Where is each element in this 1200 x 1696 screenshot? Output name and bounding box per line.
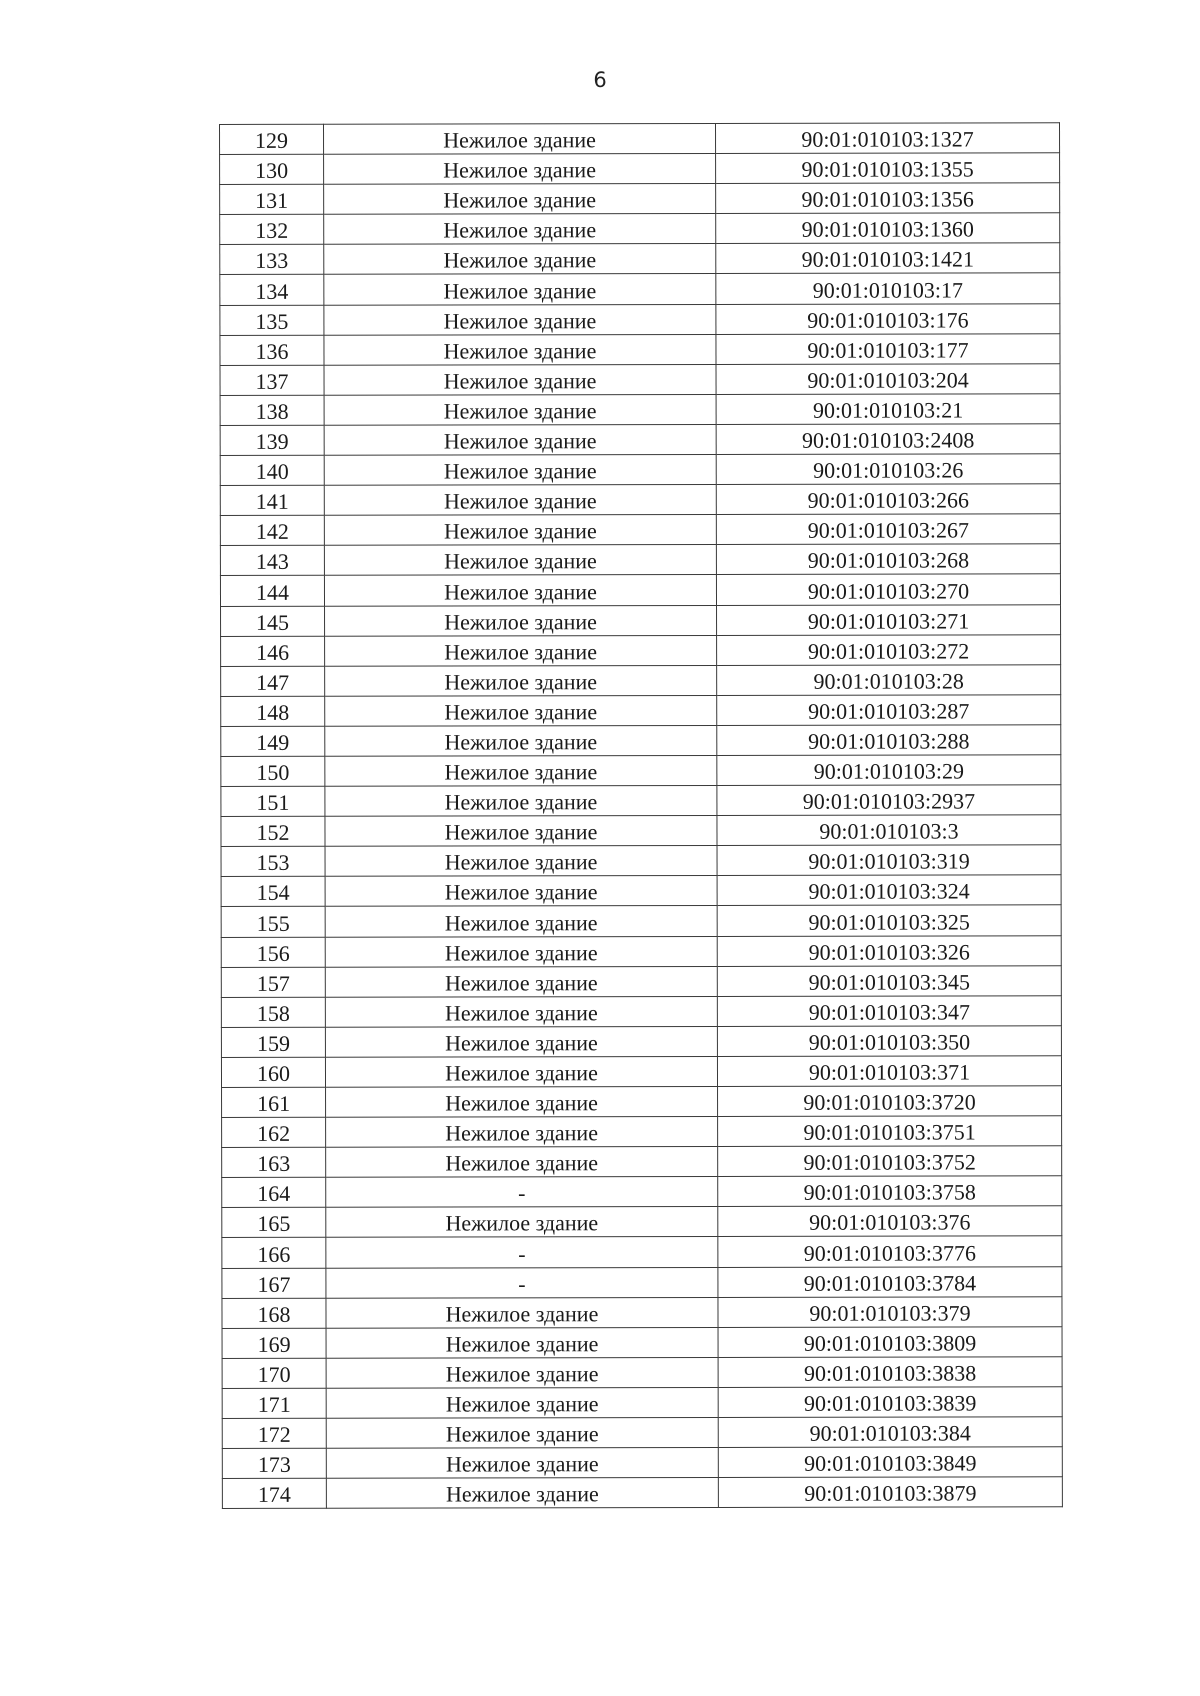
cadastral-number-cell: 90:01:010103:268 (716, 544, 1060, 575)
cadastral-number-cell: 90:01:010103:3752 (718, 1146, 1062, 1177)
row-number-cell: 140 (220, 455, 324, 485)
object-type-cell: Нежилое здание (326, 1478, 718, 1509)
table-row (222, 1206, 1062, 1238)
row-number-cell: 143 (220, 546, 324, 576)
table-row (222, 1086, 1062, 1118)
table-row (221, 905, 1061, 937)
cadastral-number-cell: 90:01:010103:325 (717, 905, 1061, 936)
row-number-cell: 148 (221, 696, 325, 726)
row-number-cell: 130 (220, 154, 324, 184)
row-number-cell: 129 (220, 124, 324, 154)
cadastral-number-cell: 90:01:010103:28 (717, 664, 1061, 695)
cadastral-number-cell: 90:01:010103:347 (717, 995, 1061, 1026)
object-type-cell: Нежилое здание (325, 996, 717, 1027)
table-row (221, 995, 1061, 1027)
row-number-cell: 150 (221, 756, 325, 786)
row-number-cell: 142 (220, 515, 324, 545)
object-type-cell: Нежилое здание (326, 1297, 718, 1328)
table-row (220, 514, 1060, 546)
object-type-cell: Нежилое здание (325, 605, 717, 636)
row-number-cell: 135 (220, 305, 324, 335)
table-row (222, 1296, 1062, 1328)
cadastral-number-cell: 90:01:010103:1356 (716, 183, 1060, 214)
cadastral-number-cell: 90:01:010103:288 (717, 725, 1061, 756)
object-type-cell: Нежилое здание (325, 1026, 717, 1057)
table-row (222, 1236, 1062, 1268)
page-number: 6 (593, 68, 607, 92)
table-row (222, 1146, 1062, 1178)
object-type-cell: Нежилое здание (326, 1147, 718, 1178)
table-row (220, 213, 1060, 245)
cadastral-number-cell: 90:01:010103:371 (717, 1056, 1061, 1087)
row-number-cell: 156 (221, 937, 325, 967)
table-row (222, 1176, 1062, 1208)
cadastral-number-cell: 90:01:010103:3839 (718, 1387, 1062, 1418)
table-row (221, 1056, 1061, 1088)
object-type-cell: Нежилое здание (325, 1056, 717, 1087)
table-row (220, 363, 1060, 395)
row-number-cell: 174 (222, 1478, 326, 1508)
object-type-cell: - (326, 1267, 718, 1298)
cadastral-number-cell: 90:01:010103:2937 (717, 785, 1061, 816)
cadastral-number-cell: 90:01:010103:3776 (718, 1236, 1062, 1267)
row-number-cell: 173 (222, 1448, 326, 1478)
table-row (220, 574, 1060, 606)
table-row (221, 785, 1061, 817)
object-type-cell: Нежилое здание (324, 394, 716, 425)
table-row (221, 664, 1061, 696)
object-type-cell: Нежилое здание (324, 454, 716, 485)
object-type-cell: - (326, 1237, 718, 1268)
cadastral-number-cell: 90:01:010103:1327 (715, 123, 1059, 154)
row-number-cell: 162 (222, 1117, 326, 1147)
object-type-cell: Нежилое здание (326, 1417, 718, 1448)
row-number-cell: 171 (222, 1388, 326, 1418)
object-type-cell: Нежилое здание (326, 1357, 718, 1388)
row-number-cell: 131 (220, 184, 324, 214)
object-type-cell: Нежилое здание (324, 575, 716, 606)
object-type-cell: Нежилое здание (324, 515, 716, 546)
object-type-cell: Нежилое здание (325, 755, 717, 786)
row-number-cell: 133 (220, 245, 324, 275)
object-type-cell: Нежилое здание (324, 244, 716, 275)
object-type-cell: Нежилое здание (325, 635, 717, 666)
object-type-cell: Нежилое здание (325, 846, 717, 877)
table-row (222, 1477, 1062, 1509)
table-row (222, 1447, 1062, 1479)
table-row (221, 755, 1061, 787)
cadastral-number-cell: 90:01:010103:29 (717, 755, 1061, 786)
cadastral-number-cell: 90:01:010103:319 (717, 845, 1061, 876)
table-row (220, 123, 1060, 155)
object-type-cell: Нежилое здание (325, 906, 717, 937)
row-number-cell: 146 (221, 636, 325, 666)
row-number-cell: 132 (220, 215, 324, 245)
row-number-cell: 168 (222, 1298, 326, 1328)
object-type-cell: Нежилое здание (324, 334, 716, 365)
row-number-cell: 157 (221, 967, 325, 997)
object-type-cell: Нежилое здание (325, 786, 717, 817)
object-type-cell: Нежилое здание (324, 154, 716, 185)
row-number-cell: 139 (220, 425, 324, 455)
cadastral-number-cell: 90:01:010103:379 (718, 1296, 1062, 1327)
table-row (220, 394, 1060, 426)
cadastral-number-cell: 90:01:010103:266 (716, 484, 1060, 515)
object-type-cell: Нежилое здание (324, 304, 716, 335)
cadastral-number-cell: 90:01:010103:384 (718, 1417, 1062, 1448)
object-type-cell: Нежилое здание (326, 1117, 718, 1148)
cadastral-number-cell: 90:01:010103:17 (716, 273, 1060, 304)
cadastral-number-cell: 90:01:010103:345 (717, 965, 1061, 996)
cadastral-number-cell: 90:01:010103:326 (717, 935, 1061, 966)
table-row (222, 1387, 1062, 1419)
object-type-cell: Нежилое здание (325, 695, 717, 726)
cadastral-number-cell: 90:01:010103:324 (717, 875, 1061, 906)
property-table (219, 122, 1063, 1509)
table-row (221, 875, 1061, 907)
cadastral-number-cell: 90:01:010103:1360 (716, 213, 1060, 244)
row-number-cell: 136 (220, 335, 324, 365)
object-type-cell: Нежилое здание (326, 1207, 718, 1238)
cadastral-number-cell: 90:01:010103:2408 (716, 424, 1060, 455)
cadastral-number-cell: 90:01:010103:3849 (718, 1447, 1062, 1478)
cadastral-number-cell: 90:01:010103:3720 (718, 1086, 1062, 1117)
row-number-cell: 161 (222, 1087, 326, 1117)
row-number-cell: 169 (222, 1328, 326, 1358)
row-number-cell: 141 (220, 485, 324, 515)
table-row (221, 1026, 1061, 1058)
table-row (222, 1326, 1062, 1358)
cadastral-number-cell: 90:01:010103:1421 (716, 243, 1060, 274)
table-row (220, 424, 1060, 456)
cadastral-number-cell: 90:01:010103:26 (716, 454, 1060, 485)
cadastral-number-cell: 90:01:010103:3838 (718, 1357, 1062, 1388)
object-type-cell: Нежилое здание (325, 876, 717, 907)
object-type-cell: Нежилое здание (324, 274, 716, 305)
row-number-cell: 151 (221, 786, 325, 816)
cadastral-number-cell: 90:01:010103:3 (717, 815, 1061, 846)
row-number-cell: 166 (222, 1238, 326, 1268)
row-number-cell: 149 (221, 726, 325, 756)
cadastral-number-cell: 90:01:010103:1355 (716, 153, 1060, 184)
cadastral-number-cell: 90:01:010103:272 (717, 634, 1061, 665)
table-row (220, 243, 1060, 275)
row-number-cell: 163 (222, 1147, 326, 1177)
object-type-cell: Нежилое здание (324, 424, 716, 455)
table-row (221, 604, 1061, 636)
cadastral-number-cell: 90:01:010103:204 (716, 363, 1060, 394)
cadastral-number-cell: 90:01:010103:376 (718, 1206, 1062, 1237)
cadastral-number-cell: 90:01:010103:3784 (718, 1266, 1062, 1297)
cadastral-number-cell: 90:01:010103:3758 (718, 1176, 1062, 1207)
object-type-cell: - (326, 1177, 718, 1208)
cadastral-number-cell: 90:01:010103:3879 (718, 1477, 1062, 1508)
object-type-cell: Нежилое здание (326, 1448, 718, 1479)
object-type-cell: Нежилое здание (324, 123, 716, 154)
object-type-cell: Нежилое здание (325, 665, 717, 696)
object-type-cell: Нежилое здание (324, 184, 716, 215)
row-number-cell: 145 (221, 606, 325, 636)
table-row (221, 935, 1061, 967)
table-row (222, 1116, 1062, 1148)
property-table-body (220, 123, 1063, 1509)
table-row (220, 333, 1060, 365)
row-number-cell: 154 (221, 877, 325, 907)
row-number-cell: 137 (220, 365, 324, 395)
cadastral-number-cell: 90:01:010103:3751 (718, 1116, 1062, 1147)
table-row (222, 1417, 1062, 1449)
table-row (221, 815, 1061, 847)
table-row (220, 183, 1060, 215)
object-type-cell: Нежилое здание (326, 1327, 718, 1358)
row-number-cell: 147 (221, 666, 325, 696)
object-type-cell: Нежилое здание (326, 1086, 718, 1117)
table-row (221, 695, 1061, 727)
cadastral-number-cell: 90:01:010103:287 (717, 695, 1061, 726)
object-type-cell: Нежилое здание (326, 1387, 718, 1418)
row-number-cell: 165 (222, 1208, 326, 1238)
cadastral-number-cell: 90:01:010103:3809 (718, 1326, 1062, 1357)
row-number-cell: 160 (221, 1057, 325, 1087)
cadastral-number-cell: 90:01:010103:176 (716, 303, 1060, 334)
cadastral-number-cell: 90:01:010103:267 (716, 514, 1060, 545)
object-type-cell: Нежилое здание (324, 545, 716, 576)
table-row (220, 544, 1060, 576)
object-type-cell: Нежилое здание (324, 214, 716, 245)
row-number-cell: 152 (221, 816, 325, 846)
table-row (220, 454, 1060, 486)
table-row (220, 303, 1060, 335)
row-number-cell: 138 (220, 395, 324, 425)
row-number-cell: 155 (221, 907, 325, 937)
object-type-cell: Нежилое здание (325, 816, 717, 847)
table-row (222, 1266, 1062, 1298)
object-type-cell: Нежилое здание (325, 966, 717, 997)
object-type-cell: Нежилое здание (324, 364, 716, 395)
cadastral-number-cell: 90:01:010103:271 (717, 604, 1061, 635)
table-row (221, 845, 1061, 877)
row-number-cell: 172 (222, 1418, 326, 1448)
table-row (221, 725, 1061, 757)
cadastral-number-cell: 90:01:010103:21 (716, 394, 1060, 425)
table-row (222, 1357, 1062, 1389)
row-number-cell: 170 (222, 1358, 326, 1388)
row-number-cell: 158 (221, 997, 325, 1027)
object-type-cell: Нежилое здание (325, 936, 717, 967)
table-row (221, 965, 1061, 997)
row-number-cell: 144 (220, 576, 324, 606)
cadastral-number-cell: 90:01:010103:270 (716, 574, 1060, 605)
table-row (221, 634, 1061, 666)
object-type-cell: Нежилое здание (325, 725, 717, 756)
object-type-cell: Нежилое здание (324, 485, 716, 516)
row-number-cell: 153 (221, 847, 325, 877)
cadastral-number-cell: 90:01:010103:177 (716, 333, 1060, 364)
row-number-cell: 167 (222, 1268, 326, 1298)
table-row (220, 484, 1060, 516)
cadastral-number-cell: 90:01:010103:350 (717, 1026, 1061, 1057)
row-number-cell: 159 (221, 1027, 325, 1057)
table-row (220, 153, 1060, 185)
table-row (220, 273, 1060, 305)
row-number-cell: 134 (220, 275, 324, 305)
row-number-cell: 164 (222, 1178, 326, 1208)
